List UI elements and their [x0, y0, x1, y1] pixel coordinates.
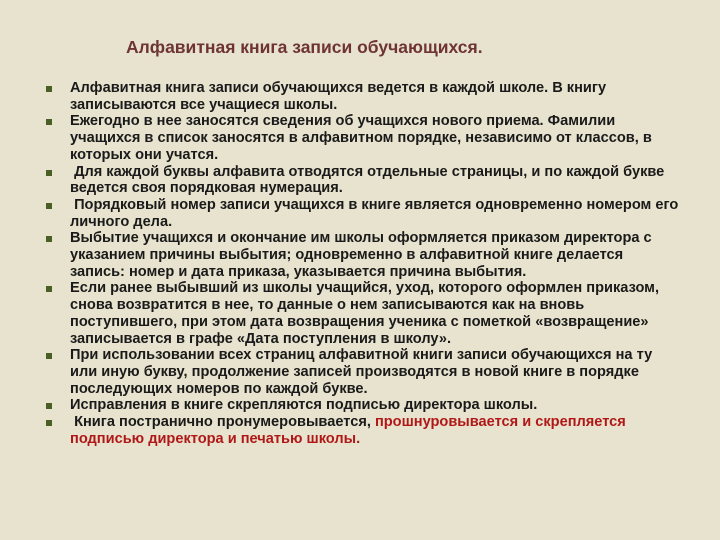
list-item-highlight-text: прошнуровывается и скрепляется подписью директора и печатью школы.	[70, 414, 630, 447]
square-bullet-icon	[46, 353, 52, 359]
square-bullet-icon	[46, 170, 52, 176]
list-item-text: Алфавитная книга записи обучающихся ведется в каждой школе. В книгу записываются все учащиеся школы.	[70, 80, 611, 113]
list-item	[42, 280, 682, 347]
list-item	[42, 397, 682, 414]
list-item	[42, 230, 682, 280]
list-item	[42, 80, 682, 113]
list-item-text: Если ранее выбывший из школы учащийся, уход, которого оформлен приказом, снова возвратится в нее, то данные о нем записываются как на вновь поступившего, при этом дата возвращения ученика с пометкой «возвращение» записывается в графе «Дата поступления в школу».	[70, 280, 664, 347]
list-item-text: Книга постранично пронумеровывается,	[70, 414, 375, 431]
list-item	[42, 164, 682, 197]
square-bullet-icon	[46, 203, 52, 209]
square-bullet-icon	[46, 86, 52, 92]
list-item	[42, 113, 682, 163]
square-bullet-icon	[46, 420, 52, 426]
list-item-text: Ежегодно в нее заносятся сведения об учащихся нового приема. Фамилии учащихся в список заносятся в алфавитном порядке, независимо от классов, в которых они учатся.	[70, 113, 656, 163]
bullet-list	[42, 80, 682, 447]
list-item	[42, 197, 682, 230]
square-bullet-icon	[46, 286, 52, 292]
list-item-text: Исправления в книге скрепляются подписью директора школы.	[70, 397, 538, 414]
square-bullet-icon	[46, 119, 52, 125]
square-bullet-icon	[46, 236, 52, 242]
slide-title: Алфавитная книга записи обучающихся.	[126, 37, 483, 57]
list-item-text: При использовании всех страниц алфавитной книги записи обучающихся на ту или иную букву, продолжение записей производятся в новой книге в порядке последующих номеров по каждой букве.	[70, 347, 657, 397]
list-item-text: Порядковый номер записи учащихся в книге является одновременно номером его личного дела.	[70, 196, 683, 230]
list-item	[42, 347, 682, 397]
list-item	[42, 414, 682, 447]
square-bullet-icon	[46, 403, 52, 409]
list-item-text: Для каждой буквы алфавита отводятся отдельные страницы, и по каждой букве ведется своя порядковая нумерация.	[70, 163, 669, 197]
list-item-text: Выбытие учащихся и окончание им школы оформляется приказом директора с указанием причины выбытия; одновременно в алфавитной книге делается запись: номер и дата приказа, указывается причина выбытия.	[70, 230, 656, 280]
